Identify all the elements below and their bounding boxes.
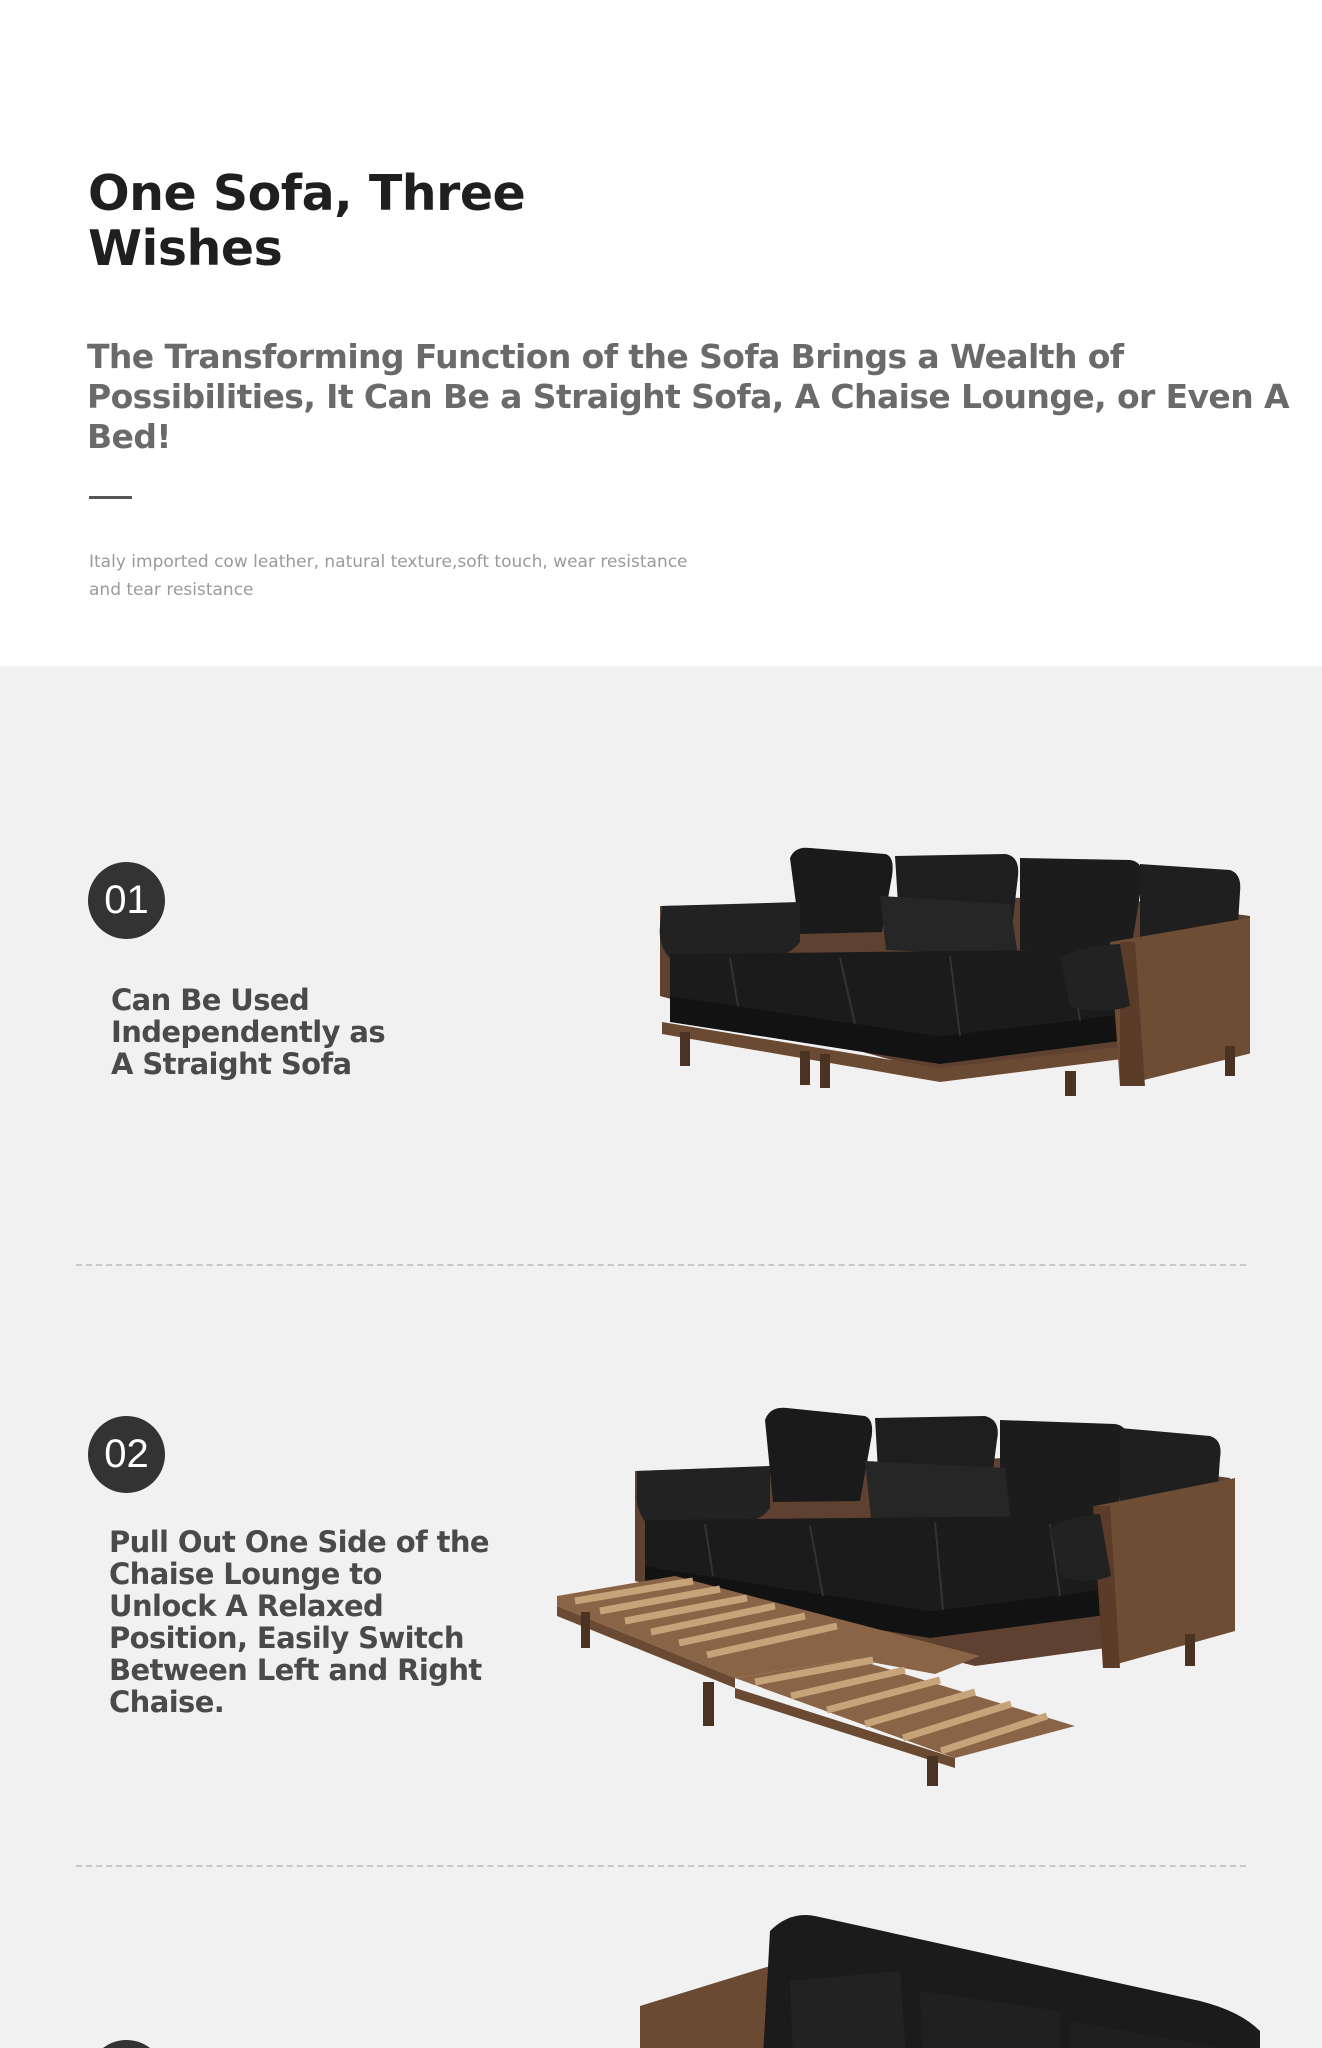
- page-title: One Sofa, Three Wishes: [88, 165, 526, 277]
- step-number-badge: 01: [88, 862, 165, 939]
- step-description: Can Be Used Independently as A Straight Sofa: [111, 983, 386, 1081]
- page-subtitle: The Transforming Function of the Sofa Brings a Wealth of Possibilities, It Can Be a Straight Sofa, A Chaise Lounge, or Even A Bed!: [87, 337, 1289, 456]
- chaise-sofa-image: [555, 1406, 1235, 1786]
- short-divider: [89, 496, 132, 499]
- step-number-badge: 02: [88, 1416, 165, 1493]
- sofa-bed-image: [640, 1911, 1260, 2048]
- straight-sofa-image: [650, 846, 1250, 1096]
- dashed-divider: [76, 1264, 1246, 1266]
- step-number-badge: [88, 2040, 165, 2048]
- dashed-divider: [76, 1865, 1246, 1867]
- step-description: Pull Out One Side of the Chaise Lounge to Unlock A Relaxed Position, Easily Switch Between Left and Right Chaise.: [109, 1525, 489, 1719]
- material-description: Italy imported cow leather, natural texture,soft touch, wear resistance and tear resistance: [89, 552, 688, 600]
- header-section: [0, 0, 1322, 666]
- features-section: [0, 666, 1322, 2048]
